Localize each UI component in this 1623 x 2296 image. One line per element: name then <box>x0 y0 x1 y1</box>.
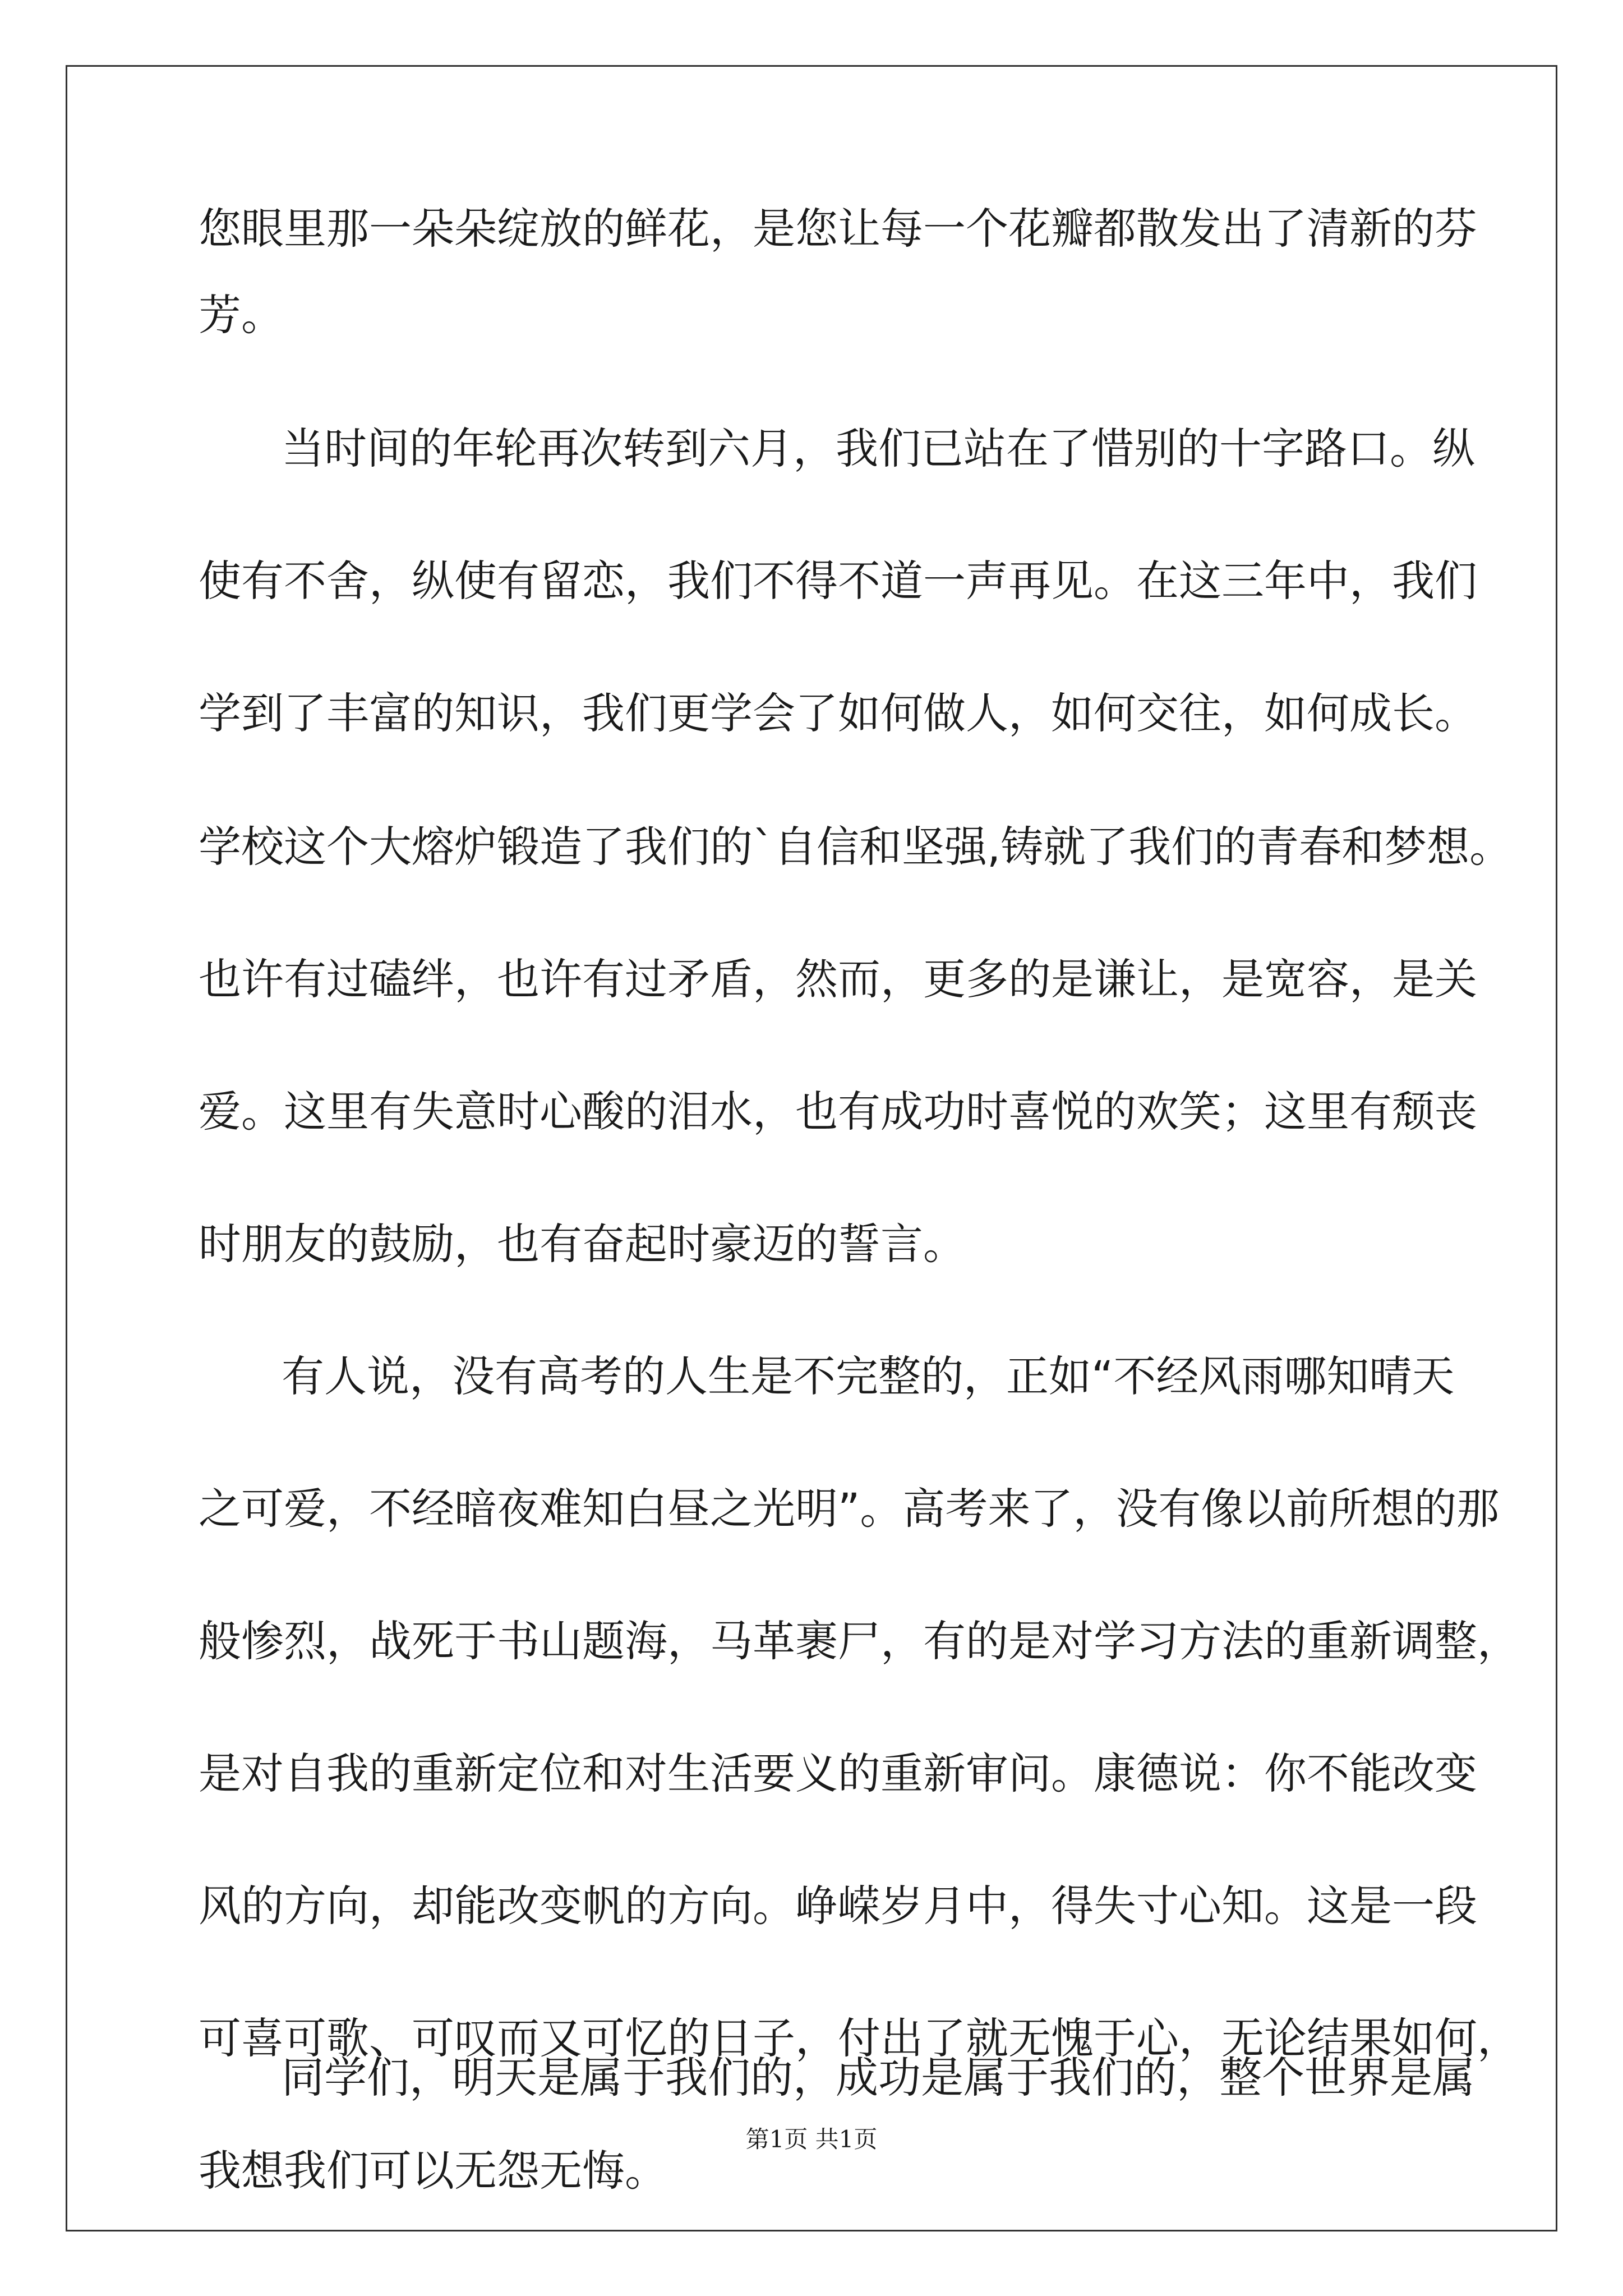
text-line: 使有不舍，纵使有留恋，我们不得不道一声再见。在这三年中，我们 <box>199 556 1477 606</box>
text-line: 爱。这里有失意时心酸的泪水，也有成功时喜悦的欢笑；这里有颓丧 <box>199 1087 1477 1137</box>
text-line: 学到了丰富的知识，我们更学会了如何做人，如何交往，如何成长。 <box>199 688 1477 738</box>
paragraph-start-line: 当时间的年轮再次转到六月，我们已站在了惜别的十字路口。纵 <box>282 424 1475 473</box>
text-line: 也许有过磕绊，也许有过矛盾，然而，更多的是谦让，是宽容，是关 <box>199 954 1477 1004</box>
text-line: 可喜可歌、可叹而又可忆的日子，付出了就无愧于心，无论结果如何， <box>199 2013 1520 2063</box>
text-line: 是对自我的重新定位和对生活要义的重新审问。康德说：你不能改变 <box>199 1749 1477 1798</box>
text-line: 芳。 <box>199 290 284 340</box>
page-number-label: 第1页 共1页 <box>745 2125 878 2153</box>
paragraph-start-line: 有人说，没有高考的人生是不完整的，正如“不经风雨哪知晴天 <box>282 1351 1455 1401</box>
text-line: 时朋友的鼓励，也有奋起时豪迈的誓言。 <box>199 1219 966 1269</box>
page-footer <box>0 2123 1623 2156</box>
text-line: 您眼里那一朵朵绽放的鲜花，是您让每一个花瓣都散发出了清新的芬 <box>199 204 1477 254</box>
text-line: 我想我们可以无怨无悔。 <box>199 2146 667 2196</box>
text-line: 之可爱，不经暗夜难知白昼之光明”。高考来了，没有像以前所想的那 <box>199 1484 1500 1534</box>
text-line: 般惨烈，战死于书山题海，马革裹尸，有的是对学习方法的重新调整， <box>199 1616 1520 1666</box>
paragraph-start-line: 同学们，明天是属于我们的，成功是属于我们的，整个世界是属 <box>282 2053 1475 2102</box>
text-line: 学校这个大熔炉锻造了我们的`自信和坚强,铸就了我们的青春和梦想。 <box>199 822 1513 872</box>
text-line: 风的方向，却能改变帆的方向。峥嵘岁月中，得失寸心知。这是一段 <box>199 1881 1477 1931</box>
